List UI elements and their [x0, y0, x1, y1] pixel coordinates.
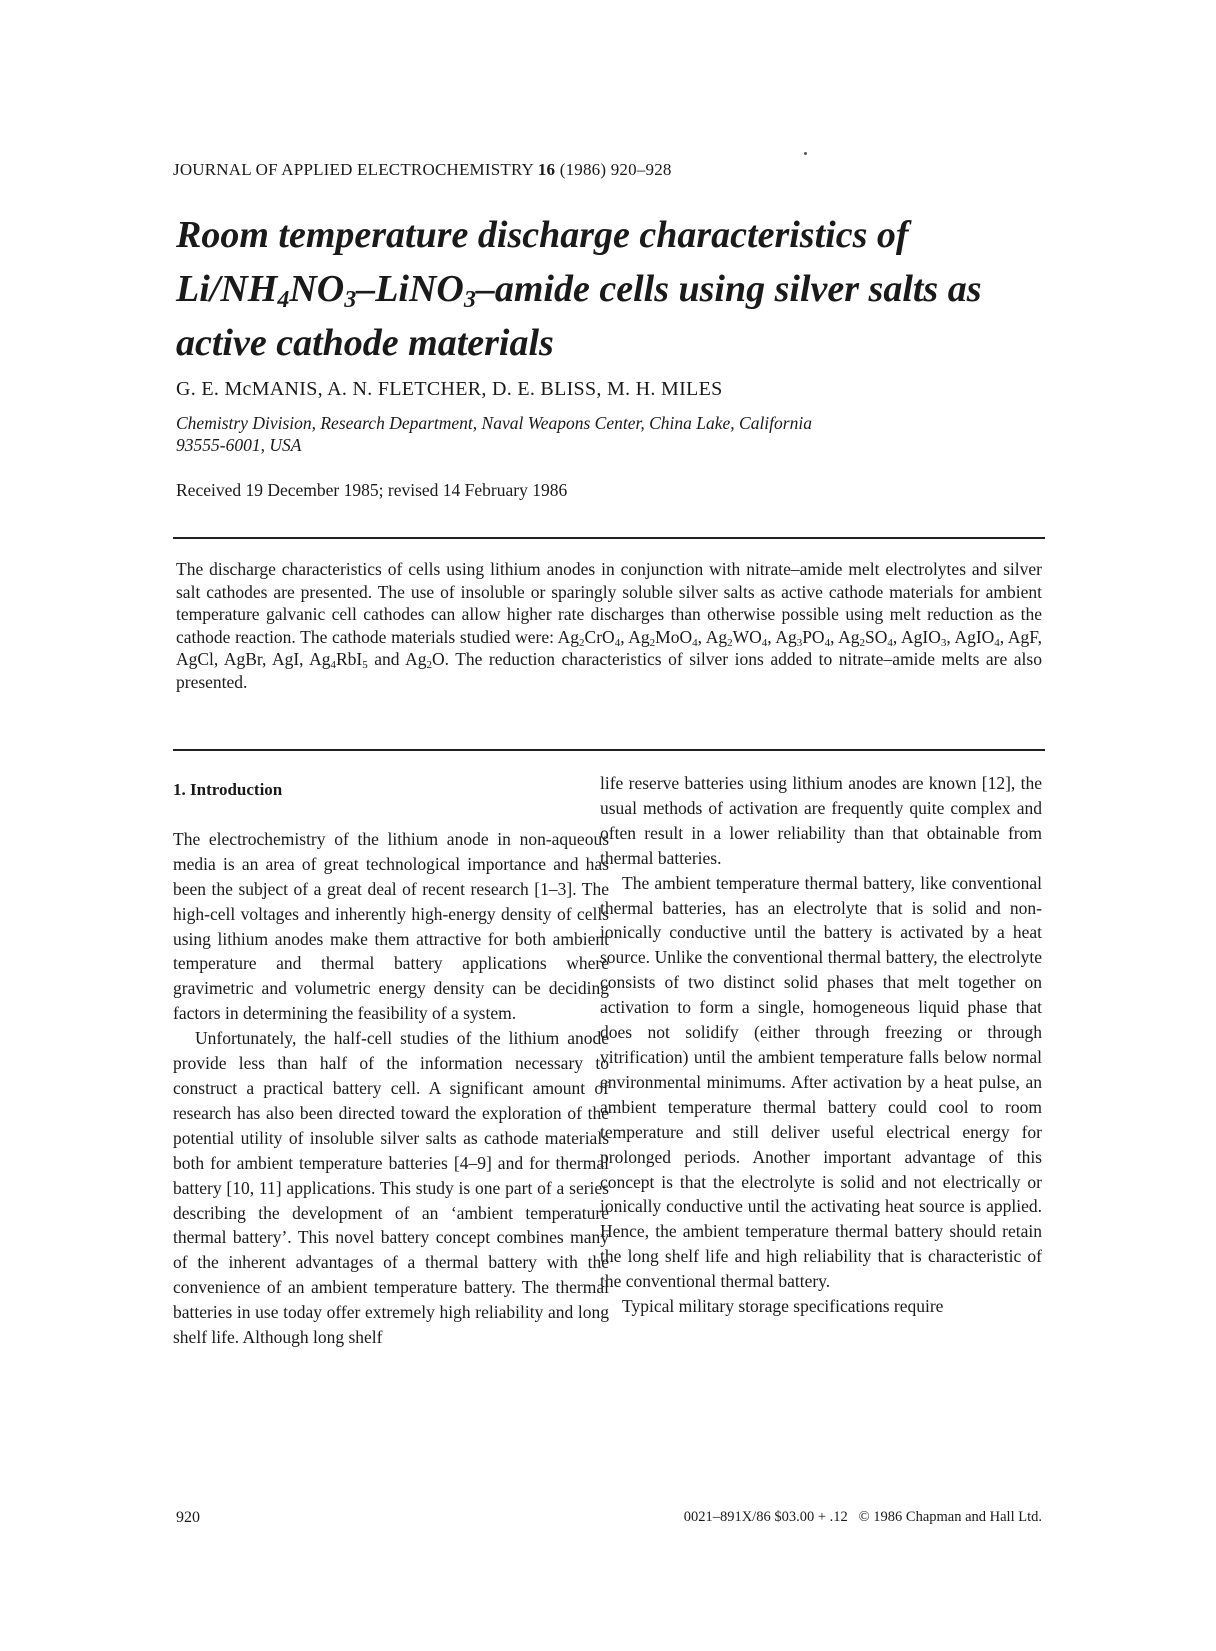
cathode-material: $Ag_2SO_4$,	[838, 626, 901, 649]
cathode-material: AgIO$_3$,	[901, 626, 955, 649]
title-line-3: active cathode materials	[176, 322, 554, 364]
cathode-material: $Ag_2CrO_4$,	[557, 626, 629, 649]
title-line-1: Room temperature discharge characteristics of	[176, 214, 909, 256]
paragraph: The ambient temperature thermal battery, like conventional thermal batteries, has an electrolyte that is solid and non-ionically conductive until the battery is activated by a heat source. Unlike the conventional thermal battery, the electrolyte consists of two distinct solid phases that melt together on activation to form a single, homogeneous liquid phase that does not solidify (either through freezing or through vitrification) until the ambient temperature falls below normal environmental minimums. After activation by a heat pulse, an ambient temperature thermal battery could cool to room temperature and still deliver useful electrical energy for prolonged periods. Another important advantage of this concept is that the electrolyte is solid and not electrically or ionically conductive until the activating heat source is applied. Hence, the ambient temperature thermal battery should retain the long shelf life and high reliability that is characteristic of the conventional thermal battery.	[600, 872, 1042, 1292]
scan-speck	[804, 152, 807, 155]
cathode-material: $Ag_3PO_4$,	[775, 626, 839, 649]
paragraph: The electrochemistry of the lithium anode in non-aqueous media is an area of great technological importance and has been the subject of a great deal of recent research [1–3]. The high-cell voltages and inherently high-energy density of cells using lithium anodes make them attractive for both ambient temperature and thermal battery applications where gravimetric and volumetric energy density can be deciding factors in determining the feasibility of a system.	[173, 828, 609, 1024]
cathode-material: $Ag_2WO_4$,	[705, 626, 776, 649]
abstract: The discharge characteristics of cells using lithium anodes in conjunction with nitrate–amide melt electrolytes and silver salt cathodes are presented. The use of insoluble or sparingly soluble silver salts as active cathode materials for ambient temperature galvanic cell cathodes can allow higher rate discharges than otherwise possible using melt reduction as the cathode reaction. The cathode materials studied were: $Ag_2CrO_4$, $Ag_2MoO_4$, $Ag_2WO_4$, $Ag_3PO_4$, $Ag_2SO_4$, AgIO$_3$, AgIO$_4$, AgF, AgCl, AgBr, AgI, $Ag_4RbI_5$ and $Ag_2O$. The reduction characteristics of silver ions added to nitrate–amide melts are also presented.	[176, 559, 1042, 692]
footer-copyright	[600, 1509, 1042, 1526]
copyright: © 1986 Chapman and Hall Ltd.	[858, 1509, 1042, 1525]
cathode-material: AgIO$_4$,	[954, 626, 1008, 649]
divider-bottom	[173, 749, 1045, 751]
column-right	[600, 771, 1042, 1319]
affiliation: Chemistry Division, Research Department, Naval Weapons Center, China Lake, California 93555-6001, USA	[176, 413, 812, 455]
title-line-2: $Li/NH_4NO_3-LiNO_3$–amide cells using silver salts as	[176, 268, 982, 313]
received-dates: Received 19 December 1985; revised 14 February 1986	[176, 480, 568, 500]
page-number: 920	[176, 1509, 200, 1526]
divider-top	[173, 537, 1045, 539]
journal-year-pages: (1986) 920–928	[559, 160, 672, 179]
article-title	[176, 208, 1136, 370]
journal-name: JOURNAL OF APPLIED ELECTROCHEMISTRY	[173, 160, 534, 179]
paragraph: Unfortunately, the half-cell studies of the lithium anode provide less than half of the information necessary to construct a practical battery cell. A significant amount of research has also been directed toward the exploration of the potential utility of insoluble silver salts as cathode materials both for ambient temperature batteries [4–9] and for thermal battery [10, 11] applications. This study is one part of a series describing the development of an ‘ambient temperature thermal battery’. This novel battery concept combines many of the inherent advantages of a thermal battery with the convenience of an ambient temperature battery. The thermal batteries in use today offer extremely high reliability and long shelf life. Although long shelf	[173, 1028, 609, 1348]
journal-volume: 16	[537, 160, 556, 179]
column-left	[173, 778, 609, 1350]
article-code: 0021–891X/86 $03.00 + .12	[683, 1509, 848, 1525]
cathode-material: $Ag_2O$.	[405, 649, 456, 672]
authors: G. E. McMANIS, A. N. FLETCHER, D. E. BLISS, M. H. MILES	[176, 378, 723, 400]
journal-header	[173, 160, 672, 180]
cathode-material: $Ag_2MoO_4$,	[628, 626, 706, 649]
paragraph: life reserve batteries using lithium anodes are known [12], the usual methods of activation are frequently quite complex and often result in a lower reliability than that obtainable from thermal batteries.	[600, 773, 1042, 868]
section-heading: 1. Introduction	[173, 780, 283, 799]
paragraph: Typical military storage specifications require	[622, 1296, 944, 1317]
cathode-material: AgF, AgCl, AgBr, AgI, $Ag_4RbI_5$ and	[176, 626, 1042, 672]
